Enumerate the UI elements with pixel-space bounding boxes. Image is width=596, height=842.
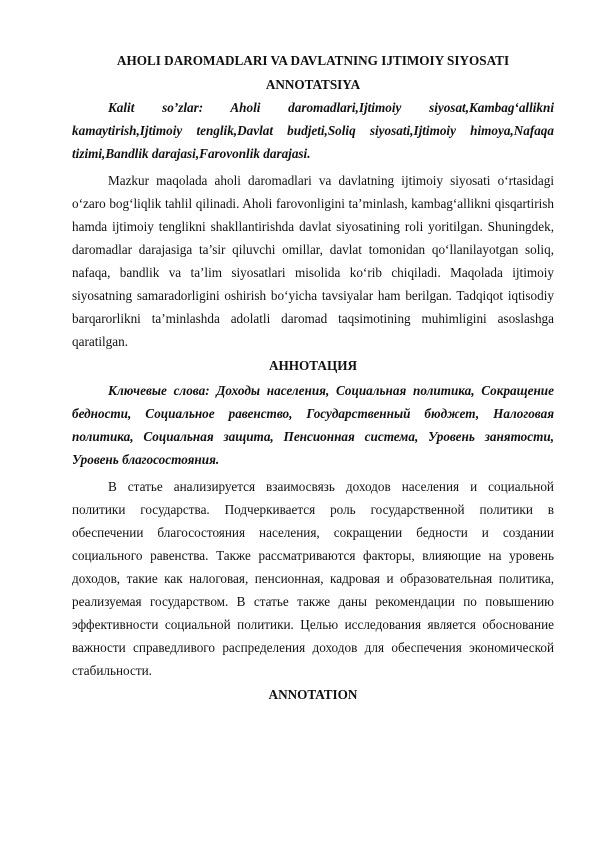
ru-annotation-heading: АННОТАЦИЯ (269, 358, 357, 373)
uz-annotation-heading: ANNOTATSIYA (265, 77, 361, 92)
ru-abstract: В статье анализируется взаимосвязь доходов населения и социальной политики государства. Подчеркивается роль государственной политики в обеспечении благосостояния населения, сокращении бедности и создании социального равенства. Также рассматриваются факторы, влияющие на уровень доходов, такие как налоговая, пенсионная, кадровая и образовательная политика, реализуемая государством. В статье также даны рекомендации по повышению эффективности социальной политики. Целью исследования является обоснование важности справедливого распределения доходов для обеспечения экономической стабильности. (72, 479, 554, 678)
en-annotation-heading: ANNOTATION (268, 687, 358, 702)
uz-abstract: Mazkur maqolada aholi daromadlari va davlatning ijtimoiy siyosati o‘rtasidagi o‘zaro bog‘liqlik tahlil qilinadi. Aholi farovonligini ta’minlash, kambag‘allikni qisqartirish hamda ijtimoiy tenglikni shakllantirishda davlat siyosatining roli yoritilgan. Shuningdek, daromadlar darajasiga ta’sir qiluvchi omillar, davlat tomonidan qo‘llanilayotgan soliq, nafaqa, bandlik va ta’lim siyosatlari misolida ko‘rib chiqiladi. Maqolada ijtimoiy siyosatning samaradorligini oshirish bo‘yicha tavsiyalar ham berilgan. Tadqiqot iqtisodiy barqarorlikni ta’minlashda adolatli daromad taqsimotining muhimligini asoslashga qaratilgan. (72, 173, 554, 349)
article-title: AHOLI DAROMADLARI VA DAVLATNING IJTIMOIY SIYOSATI (116, 53, 510, 68)
ru-keywords: Ключевые слова: Доходы населения, Социальная политика, Сокращение бедности, Социальное равенство, Государственный бюджет, Налоговая политика, Социальная защита, Пенсионная система, Уровень занятости, Уровень благосостояния. (72, 383, 554, 467)
uz-keywords: Kalit so’zlar: Aholi daromadlari,Ijtimoiy siyosat,Kambag‘allikni kamaytirish,Ijtimoiy tenglik,Davlat budjeti,Soliq siyosati,Ijtimoiy himoya,Nafaqa tizimi,Bandlik darajasi,Farovonlik darajasi. (72, 100, 554, 161)
